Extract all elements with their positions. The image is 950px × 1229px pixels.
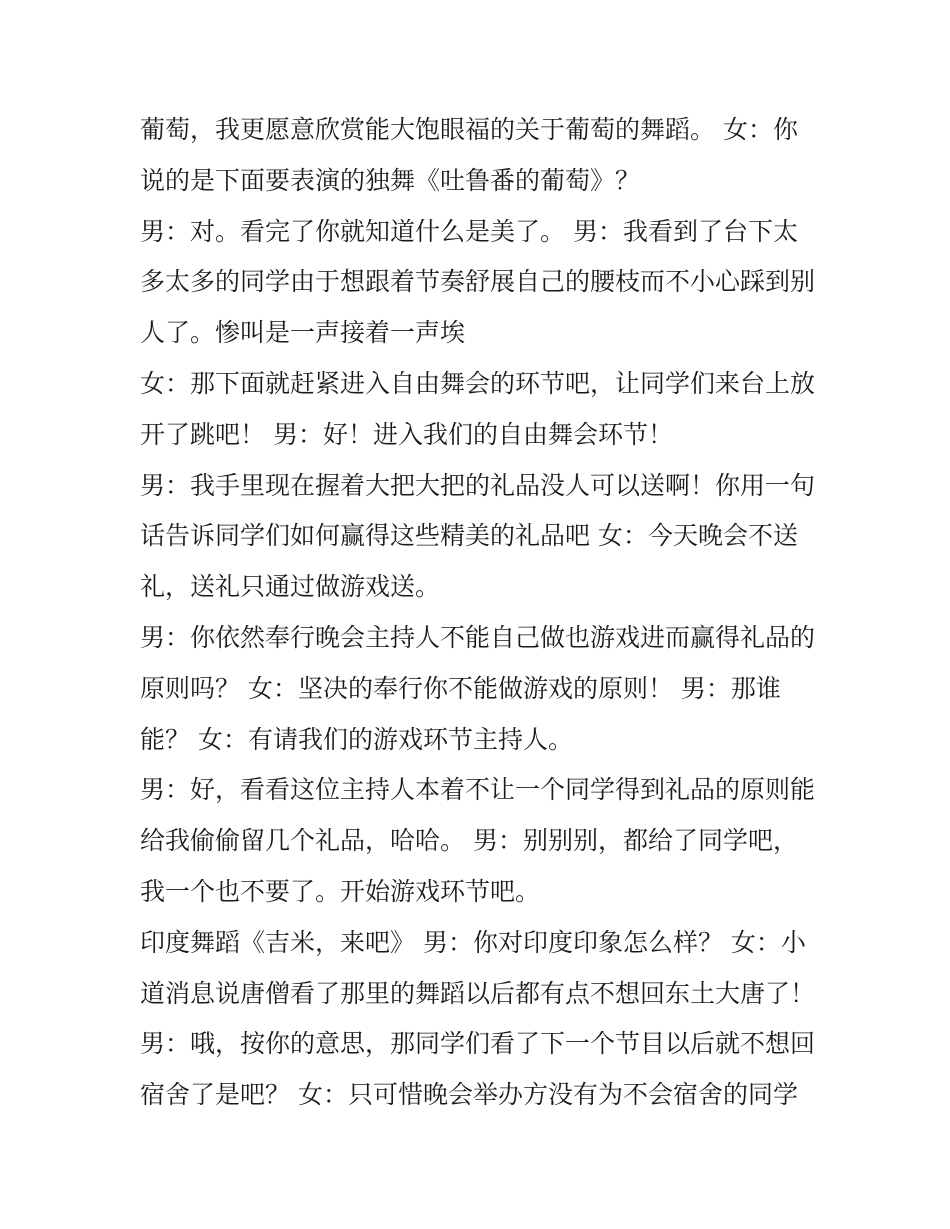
text-line: 男：哦，按你的意思，那同学们看了下一个节目以后就不想回 [140,1029,816,1059]
text-line: 原则吗？ 女：坚决的奉行你不能做游戏的原则！ 男：那谁 [140,673,781,703]
text-line: 男：你依然奉行晚会主持人不能自己做也游戏进而赢得礼品的 [140,622,816,652]
text-line: 人了。惨叫是一声接着一声埃 [140,318,466,348]
text-line: 印度舞蹈《吉米，来吧》 男：你对印度印象怎么样？ 女：小 [140,927,806,957]
text-line: 宿舍了是吧？ 女：只可惜晚会举办方没有为不会宿舍的同学 [140,1080,798,1110]
text-line: 说的是下面要表演的独舞《吐鲁番的葡萄》？ [140,165,641,195]
text-line: 开了跳吧！ 男：好！进入我们的自由舞会环节！ [140,419,673,449]
text-line: 多太多的同学由于想跟着节奏舒展自己的腰枝而不小心踩到别 [140,267,816,297]
text-line: 男：好，看看这位主持人本着不让一个同学得到礼品的原则能 [140,775,816,805]
text-line: 道消息说唐僧看了那里的舞蹈以后都有点不想回东土大唐了！ [140,978,816,1008]
text-line: 礼，送礼只通过做游戏送。 [140,572,441,602]
text-line: 话告诉同学们如何赢得这些精美的礼品吧 女：今天晚会不送 [140,521,798,551]
document-body [140,108,840,1124]
text-line: 葡萄，我更愿意欣赏能大饱眼福的关于葡萄的舞蹈。 女：你 [140,115,798,144]
text-line: 男：我手里现在握着大把大把的礼品没人可以送啊！你用一句 [140,470,816,500]
text-line: 我一个也不要了。开始游戏环节吧。 [140,876,541,906]
text-line: 给我偷偷留几个礼品，哈哈。 男：别别别，都给了同学吧， [140,826,798,856]
text-line: 男：对。看完了你就知道什么是美了。 男：我看到了台下太 [140,216,798,246]
text-line: 女：那下面就赶紧进入自由舞会的环节吧，让同学们来台上放 [140,368,816,398]
text-line: 能？ 女：有请我们的游戏环节主持人。 [140,724,573,754]
